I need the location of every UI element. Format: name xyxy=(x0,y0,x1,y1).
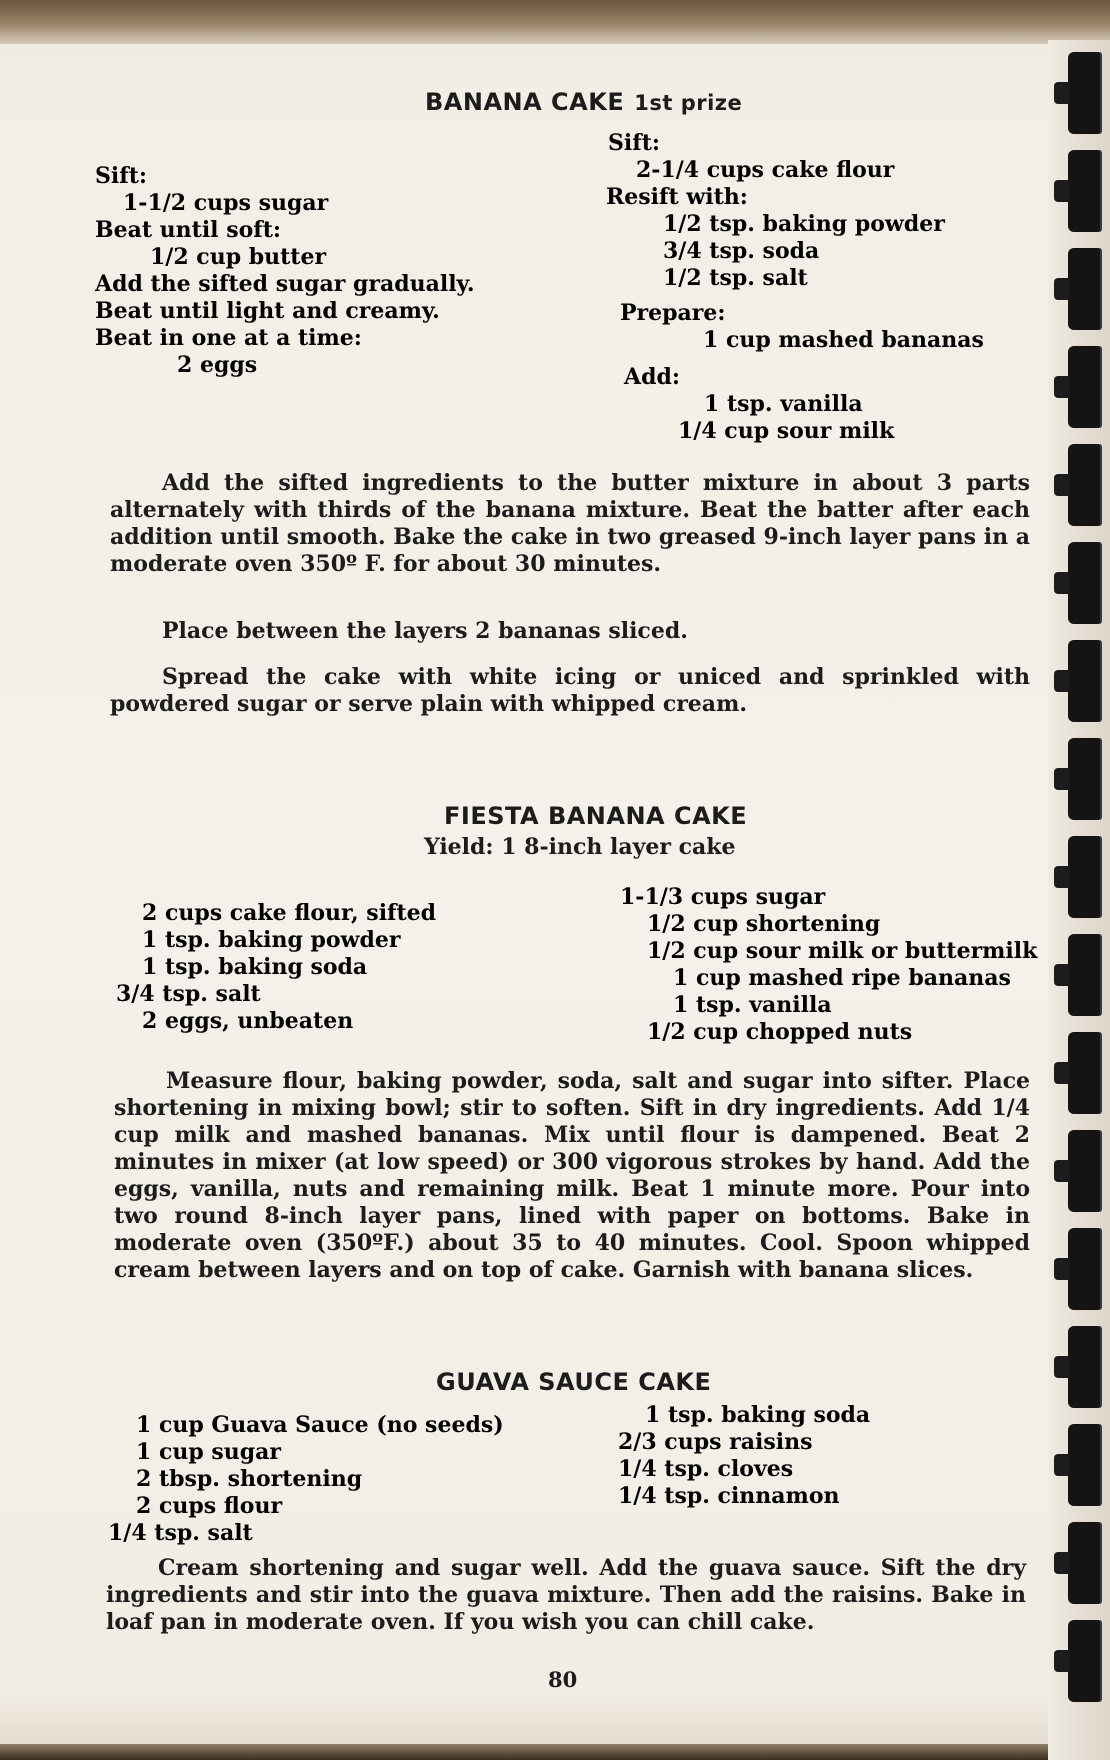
binding-ring xyxy=(1068,640,1102,722)
binding-ring xyxy=(1068,444,1102,526)
fiesta-left-ingredients xyxy=(116,900,436,1035)
method-paragraph: Cream shortening and sugar well. Add the guava sauce. Sift the dry ingredients and stir into the guava mixture. Then add the raisins. Bake in loaf pan in moderate oven. If you wish you can chill cake. xyxy=(106,1555,1026,1635)
binding-ring xyxy=(1068,52,1102,134)
ingredient-line: 2 cups flour xyxy=(136,1493,283,1519)
ingredient-line: Sift: xyxy=(95,163,147,189)
ingredient-line: 1/2 cup shortening xyxy=(647,911,881,937)
ingredient-line: Add: xyxy=(624,364,680,390)
guava-method xyxy=(106,1555,1026,1636)
ingredient-line: 1/2 cup butter xyxy=(150,244,327,270)
ingredient-line: 1/4 tsp. cloves xyxy=(618,1456,794,1482)
ingredient-line: 2 tbsp. shortening xyxy=(136,1466,363,1492)
binding-ring xyxy=(1068,248,1102,330)
binding-ring xyxy=(1068,542,1102,624)
binding-ring xyxy=(1068,738,1102,820)
method-paragraph: Spread the cake with white icing or uniced and sprinkled with powdered sugar or serve plain with whipped cream. xyxy=(110,664,1030,717)
ingredient-line: Add the sifted sugar gradually. xyxy=(95,271,475,297)
binding-ring xyxy=(1068,934,1102,1016)
banana-cake-method xyxy=(110,470,1030,578)
method-paragraph: Measure flour, baking powder, soda, salt and sugar into sifter. Place shortening in mixing bowl; stir to soften. Sift in dry ingredients. Add 1/4 cup milk and mashed bananas. Mix until flour is dampened. Beat 2 minutes in mixer (at low speed) or 300 vigorous strokes by hand. Add the eggs, vanilla, nuts and remaining milk. Beat 1 minute more. Pour into two round 8-inch layer pans, lined with paper on bottoms. Bake in moderate oven (350ºF.) about 35 to 40 minutes. Cool. Spoon whipped cream between layers and on top of cake. Garnish with banana slices. xyxy=(114,1068,1030,1283)
ingredient-line: Beat in one at a time: xyxy=(95,325,362,351)
table-surface-top xyxy=(0,0,1110,44)
ingredient-line: 1-1/2 cups sugar xyxy=(123,190,329,216)
binding-ring xyxy=(1068,1326,1102,1408)
ingredient-line: 1/2 tsp. salt xyxy=(663,265,808,291)
ingredient-line: 1/2 tsp. baking powder xyxy=(663,211,945,237)
method-paragraph: Place between the layers 2 bananas sliced. xyxy=(162,618,688,644)
prize-label: 1st prize xyxy=(634,91,743,115)
ingredient-line: 1 cup sugar xyxy=(136,1439,282,1465)
ingredient-line: 1 cup mashed ripe bananas xyxy=(673,965,1011,991)
ingredient-line: 1/2 cup chopped nuts xyxy=(647,1019,913,1045)
binding-ring xyxy=(1068,346,1102,428)
banana-cake-serving-note xyxy=(110,664,1030,718)
ingredient-line: 1 tsp. baking soda xyxy=(142,954,368,980)
binding-ring xyxy=(1068,1424,1102,1506)
ingredient-line: 2 eggs, unbeaten xyxy=(142,1008,354,1034)
binding-ring xyxy=(1068,1522,1102,1604)
ingredient-line: 3/4 tsp. salt xyxy=(116,981,261,1007)
ingredient-line: 1 tsp. vanilla xyxy=(673,992,832,1018)
banana-cake-right-ingredients xyxy=(608,130,984,445)
ingredient-line: 1-1/3 cups sugar xyxy=(620,884,826,910)
banana-cake-title xyxy=(425,88,742,116)
fiesta-right-ingredients xyxy=(620,884,1037,1046)
ingredient-line: 2/3 cups raisins xyxy=(618,1429,813,1455)
ingredient-line: 2 eggs xyxy=(177,352,258,378)
ingredient-line: Beat until light and creamy. xyxy=(95,298,440,324)
ingredient-line: 1/4 cup sour milk xyxy=(678,418,895,444)
binding-ring xyxy=(1068,1130,1102,1212)
ingredient-line: Beat until soft: xyxy=(95,217,282,243)
ingredient-line: 3/4 tsp. soda xyxy=(663,238,820,264)
fiesta-yield: Yield: 1 8-inch layer cake xyxy=(424,834,736,860)
binding-ring xyxy=(1068,150,1102,232)
ingredient-line: 1/2 cup sour milk or buttermilk xyxy=(647,938,1038,964)
ingredient-line: 2 cups cake flour, sifted xyxy=(142,900,437,926)
ingredient-line: 1 cup Guava Sauce (no seeds) xyxy=(136,1412,504,1438)
ingredient-line: Resift with: xyxy=(606,184,748,210)
ingredient-line: 1/4 tsp. salt xyxy=(108,1520,253,1546)
banana-cake-title-text: BANANA CAKE xyxy=(425,88,625,116)
ingredient-line: Sift: xyxy=(608,130,660,156)
ingredient-line: 1 cup mashed bananas xyxy=(703,327,984,353)
spiral-binding xyxy=(1048,40,1110,1760)
ingredient-line: 1 tsp. vanilla xyxy=(704,391,863,417)
table-surface-bottom xyxy=(0,1744,1110,1760)
ingredient-line: 1 tsp. baking soda xyxy=(645,1402,871,1428)
page-number: 80 xyxy=(548,1667,578,1692)
fiesta-method xyxy=(114,1068,1030,1284)
guava-left-ingredients xyxy=(108,1412,504,1547)
fiesta-banana-cake-title: FIESTA BANANA CAKE xyxy=(444,802,748,830)
banana-cake-layers-note xyxy=(110,618,1030,645)
ingredient-line: 1 tsp. baking powder xyxy=(142,927,401,953)
binding-ring xyxy=(1068,836,1102,918)
binding-ring xyxy=(1068,1228,1102,1310)
method-paragraph: Add the sifted ingredients to the butter mixture in about 3 parts alternately with thirds of the banana mixture. Beat the batter after each addition until smooth. Bake the cake in two greased 9-inch layer pans in a moderate oven 350º F. for about 30 minutes. xyxy=(110,470,1030,577)
ingredient-line: Prepare: xyxy=(620,300,726,326)
binding-ring xyxy=(1068,1620,1102,1702)
guava-right-ingredients xyxy=(618,1402,870,1510)
binding-ring xyxy=(1068,1032,1102,1114)
ingredient-line: 2-1/4 cups cake flour xyxy=(636,157,895,183)
guava-sauce-cake-title: GUAVA SAUCE CAKE xyxy=(436,1368,712,1396)
ingredient-line: 1/4 tsp. cinnamon xyxy=(618,1483,840,1509)
banana-cake-left-ingredients xyxy=(95,163,474,379)
